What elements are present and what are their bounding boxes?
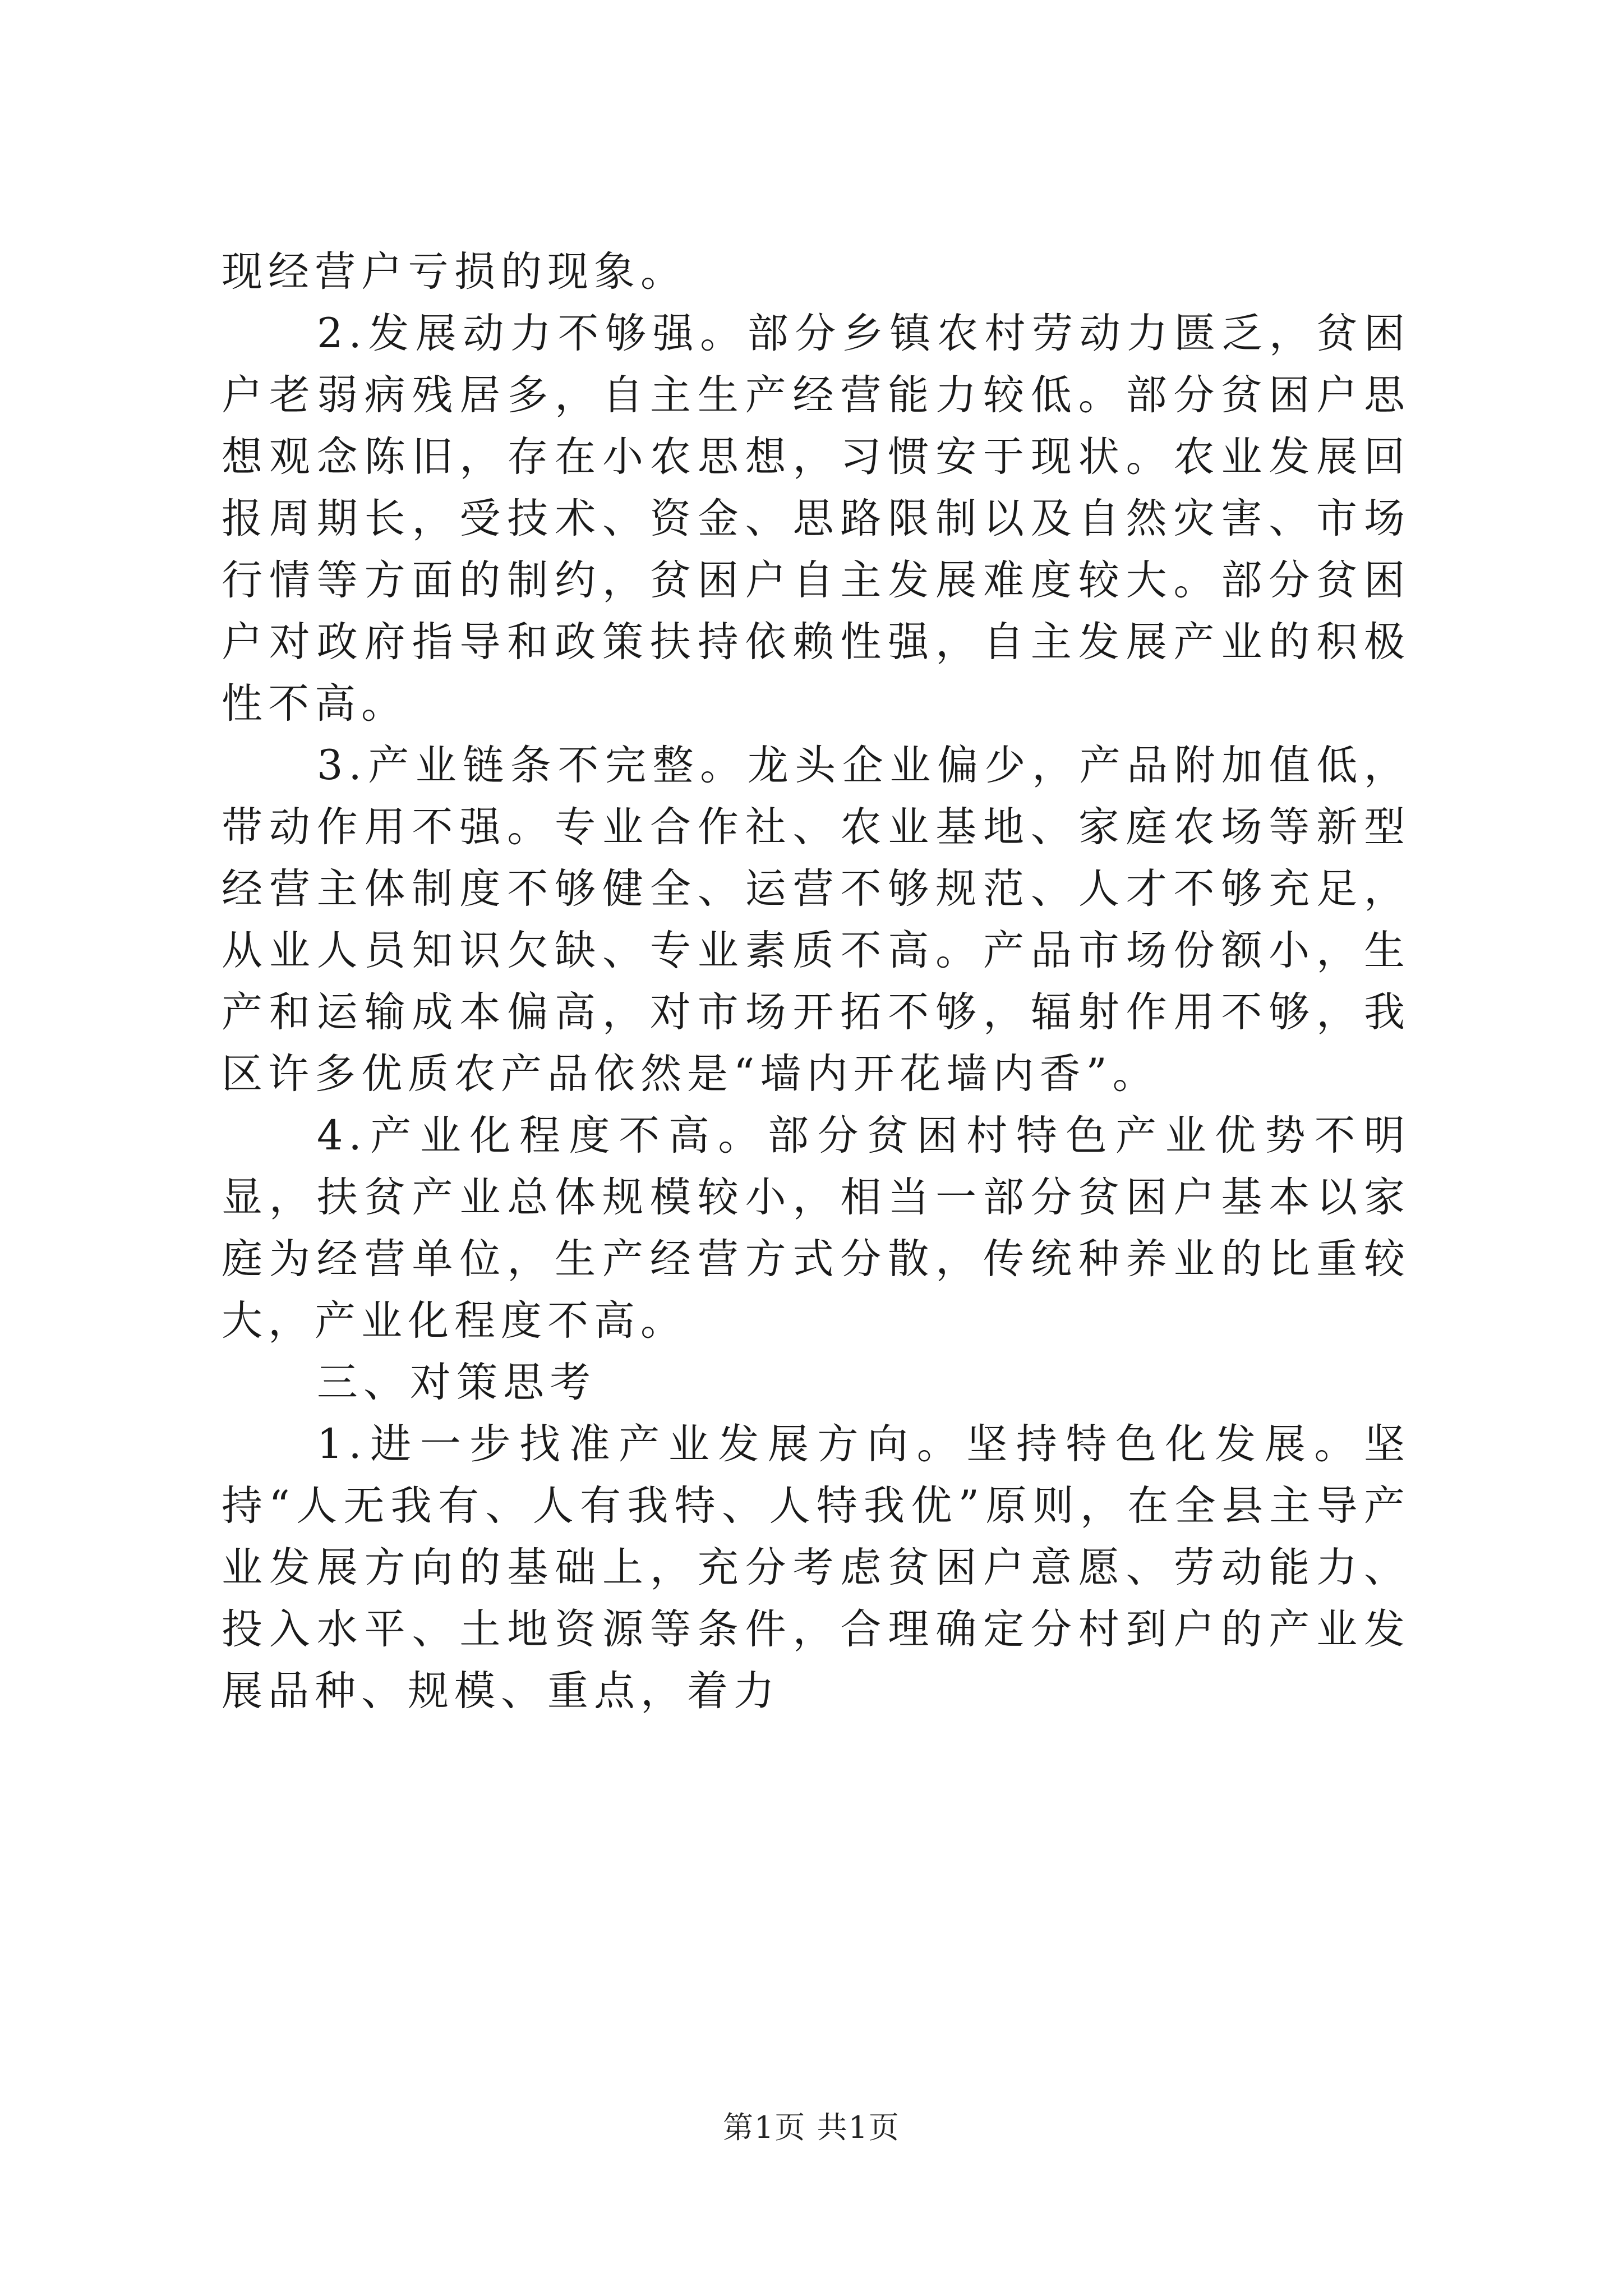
section-heading-countermeasures: 三、对策思考	[317, 1359, 596, 1406]
page-footer: 第1页 共1页	[723, 2110, 900, 2145]
paragraph-development-motivation: 2.发展动力不够强。部分乡镇农村劳动力匮乏，贫困户老弱病残居多，自主生产经营能力较低。部分贫困户思想观念陈旧，存在小农思想，习惯安于现状。农业发展回报周期长，受技术、资金、思路限制以及自然灾害、市场行情等方面的制约，贫困户自主发展难度较大。部分贫困户对政府指导和政策扶持依赖性强，自主发展产业的积极性不高。	[222, 310, 1410, 728]
paragraph-industry-chain: 3.产业链条不完整。龙头企业偏少，产品附加值低，带动作用不强。专业合作社、农业基地、家庭农场等新型经营主体制度不够健全、运营不够规范、人才不够充足，从业人员知识欠缺、专业素质不高。产品市场份额小，生产和运输成本偏高，对市场开拓不够，辐射作用不够，我区许多优质农产品依然是“墙内开花墙内香”。	[222, 742, 1410, 1098]
paragraph-continuation: 现经营户亏损的现象。	[222, 248, 687, 296]
paragraph-industrialization: 4.产业化程度不高。部分贫困村特色产业优势不明显，扶贫产业总体规模较小，相当一部分贫困户基本以家庭为经营单位，生产经营方式分散，传统种养业的比重较大，产业化程度不高。	[222, 1112, 1410, 1345]
paragraph-development-direction: 1.进一步找准产业发展方向。坚持特色化发展。坚持“人无我有、人有我特、人特我优”原则，在全县主导产业发展方向的基础上，充分考虑贫困户意愿、劳动能力、投入水平、土地资源等条件，合理确定分村到户的产业发展品种、规模、重点，着力	[222, 1420, 1410, 1715]
document-body	[222, 241, 1410, 1722]
